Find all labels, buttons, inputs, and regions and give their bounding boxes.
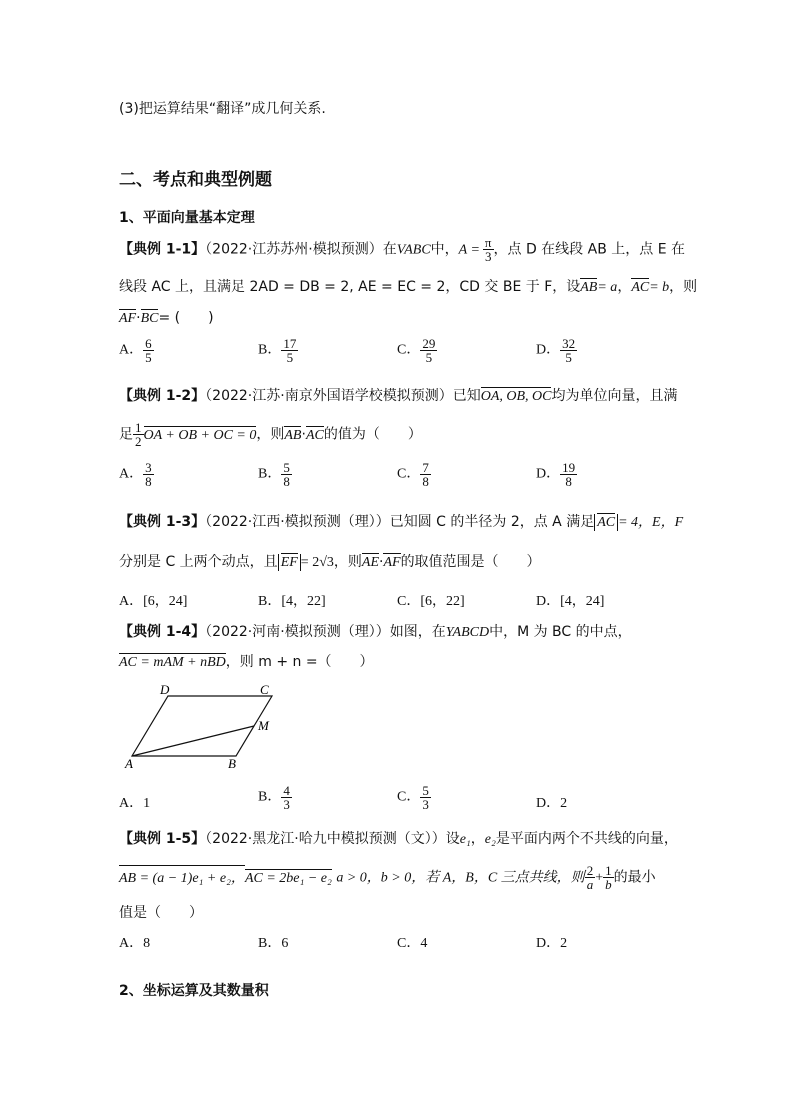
example-1-2-line1: [119, 385, 677, 405]
example-source: （2022·江苏·南京外国语学校模拟预测）已知: [205, 388, 481, 404]
parallelogram-figure: [118, 680, 278, 770]
label-d: D: [160, 682, 170, 697]
option-d[interactable]: D． $\frac{19}{8}$: [536, 460, 576, 489]
text: = a: [597, 280, 618, 295]
dot: ·: [136, 310, 141, 326]
option-c[interactable]: C．[6，22]: [397, 594, 465, 609]
option-a[interactable]: A．8: [119, 936, 151, 951]
vector-ab: AB: [580, 280, 598, 295]
label-b: B: [228, 756, 236, 770]
vectors-oa-ob-oc: OA, OB, OC: [480, 389, 552, 404]
option-a[interactable]: A． $\frac{3}{8}$: [119, 460, 152, 489]
parallelogram-abcd: [132, 696, 272, 756]
vector-ac-equation: AC = 2be₁ − e₂: [244, 870, 332, 886]
vector-ac: AC: [305, 427, 324, 443]
vector-af: AF: [119, 311, 137, 326]
example-1-3-line2: 分别是 C 上两个动点，且 EF = 2√3，则AE·AF的取值范围是（ ）: [119, 554, 541, 570]
text: ，点 D 在线段 AB 上，点 E 在: [493, 241, 686, 258]
option-b[interactable]: B．[4，22]: [258, 594, 326, 609]
option-d[interactable]: D．[4，24]: [536, 594, 605, 609]
option-a[interactable]: A． $\frac{6}{5}$: [119, 336, 152, 365]
example-tag: 【典例 1-3】: [119, 514, 206, 530]
option-b[interactable]: B． $\frac{4}{3}$: [258, 783, 290, 812]
text: = ( ): [158, 310, 214, 326]
label-m: M: [258, 718, 269, 733]
example-1-2-line2: 足 $\frac{1}{2}$ OA + OB + OC = 0，则AB·AC的值为（ ）: [119, 420, 422, 449]
example-1-3-line1: 【典例 1-3】（2022·江西·模拟预测（理））已知圆 C 的半径为 2，点 A 满足 AC = 4，E，F: [119, 514, 684, 530]
text: 均为单位向量，且满: [551, 388, 678, 404]
label-a: A: [125, 756, 133, 770]
text: 线段 AC 上，且满足 2AD = DB = 2, AE = EC = 2，CD 交 BE 于 F，设: [119, 279, 581, 295]
example-source: （2022·河南·模拟预测（理））如图，在: [205, 624, 446, 640]
vector-ac: AC: [597, 515, 616, 530]
example-tag: 【典例 1-2】: [119, 388, 206, 404]
option-c[interactable]: C． $\frac{7}{8}$: [397, 460, 429, 489]
fraction-1-b: $\frac{1}{b}$: [605, 863, 612, 892]
vector-equation: OA + OB + OC = 0: [143, 427, 257, 443]
triangle-symbol: VABC: [396, 242, 431, 258]
example-source: （2022·黑龙江·哈九中模拟预测（文））设: [205, 831, 460, 847]
vector-e1: e₁: [459, 832, 471, 847]
fraction-half: $\frac{1}{2}$: [135, 420, 142, 449]
example-1-5-line2: AB = (a − 1)e₁ + e₂，AC = 2be₁ − e₂ a > 0，b > 0，若 A，B，C 三点共线，则 $\frac{2}{a}$ + $\frac{1}{b}$ 的最小: [119, 863, 656, 892]
label-c: C: [260, 682, 269, 697]
option-d[interactable]: D． $\frac{32}{5}$: [536, 336, 576, 365]
option-b[interactable]: B． $\frac{5}{8}$: [258, 460, 290, 489]
option-a[interactable]: A．1: [119, 796, 151, 811]
example-tag: 【典例 1-4】: [119, 624, 206, 640]
vector-bc: BC: [140, 311, 159, 326]
condition: A =: [458, 242, 480, 258]
option-d[interactable]: D．2: [536, 936, 568, 951]
example-1-1-line1: [119, 236, 685, 263]
vector-ab: AB: [284, 427, 302, 443]
parallelogram-symbol: YABCD: [445, 625, 490, 640]
example-tag: 【典例 1-5】: [119, 831, 206, 847]
option-c[interactable]: C． $\frac{5}{3}$: [397, 783, 429, 812]
vector-ae: AE: [361, 555, 379, 570]
text: = b: [649, 280, 670, 295]
text: ，则: [669, 279, 698, 295]
example-1-1-line3: [119, 307, 214, 327]
example-1-1-line2: [119, 276, 697, 296]
subsection-title-2: 2、坐标运算及其数量积: [119, 983, 269, 999]
fraction-2-a: $\frac{2}{a}$: [586, 863, 594, 892]
intro-step: (3)把运算结果“翻译”成几何关系.: [119, 101, 326, 117]
example-source: （2022·江苏苏州·模拟预测）在: [205, 241, 397, 258]
vector-equation: AC = mAM + nBD: [119, 655, 226, 670]
option-b[interactable]: B． $\frac{17}{5}$: [258, 336, 297, 365]
example-1-4-line2: AC = mAM + nBD，则 m + n =（ ）: [119, 654, 374, 670]
vector-ac: AC: [631, 280, 650, 295]
example-1-5-line1: 【典例 1-5】（2022·黑龙江·哈九中模拟预测（文））设e₁，e₂是平面内两个不共线的向量，: [119, 831, 678, 847]
vector-af: AF: [383, 555, 401, 570]
text: 中，: [430, 241, 459, 258]
vector-ef: EF: [280, 555, 298, 570]
subsection-title-1: 1、平面向量基本定理: [119, 210, 255, 226]
option-a[interactable]: A．[6，24]: [119, 594, 188, 609]
option-c[interactable]: C． $\frac{29}{5}$: [397, 336, 436, 365]
example-1-4-line1: 【典例 1-4】（2022·河南·模拟预测（理））如图，在YABCD中，M 为 BC 的中点，: [119, 624, 632, 640]
option-b[interactable]: B．6: [258, 936, 289, 951]
vector-e2: e₂: [484, 832, 496, 847]
example-tag: 【典例 1-1】: [119, 241, 206, 258]
example-source: （2022·江西·模拟预测（理））已知圆 C 的半径为 2，点 A 满足: [205, 514, 595, 530]
example-1-5-line3: 值是（ ）: [119, 905, 203, 921]
section-title: 二、考点和典型例题: [119, 170, 272, 190]
fraction-pi-3: $\frac{\pi}{3}$: [484, 235, 492, 264]
option-d[interactable]: D．2: [536, 796, 568, 811]
vector-ab-equation: AB = (a − 1)e₁ + e₂，: [119, 867, 245, 887]
segment-am: [132, 726, 254, 756]
option-c[interactable]: C．4: [397, 936, 428, 951]
text: ，: [617, 279, 632, 295]
